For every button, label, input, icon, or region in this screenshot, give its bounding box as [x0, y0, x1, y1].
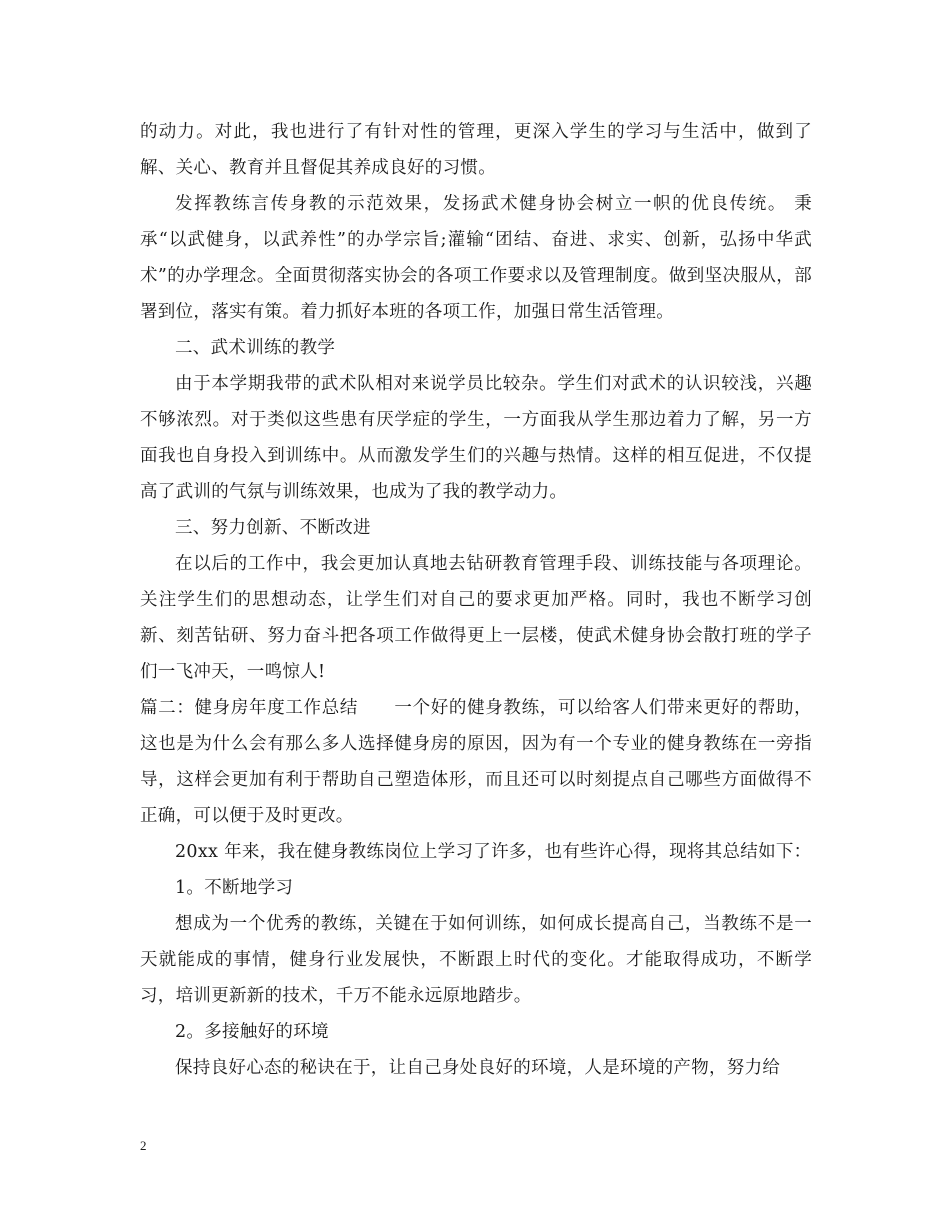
paragraph-5: 20xx 年来，我在健身教练岗位上学习了许多，也有些许心得，现将其总结如下：: [175, 842, 812, 862]
paragraph-3: 由于本学期我带的武术队相对来说学员比较杂。学生们对武术的认识较浅，兴趣不够浓烈。对于类似这些患有厌学症的学生，一方面我从学生那边着力了解，另一方面我也自身投入到训练中。从而激发学生们的兴趣与热情。这样的相互促进，不仅提高了武训的气氛与训练效果，也成为了我的教学动力。: [140, 374, 812, 502]
section-heading-2: 二、武术训练的教学: [175, 338, 336, 358]
paragraph-6: 想成为一个优秀的教练，关键在于如何训练，如何成长提高自己，当教练不是一天就能成的事情，健身行业发展快，不断跟上时代的变化。才能取得成功，不断学习，培训更新新的技术，千万不能永远原地踏步。: [140, 914, 812, 1006]
subheading-2: 2。多接触好的环境: [175, 1022, 329, 1042]
section-heading-3: 三、努力创新、不断改进: [175, 518, 371, 538]
page-number: 2: [140, 1138, 147, 1153]
paragraph-2: 发挥教练言传身教的示范效果，发扬武术健身协会树立一帜的优良传统。 秉承“以武健身，以武养性”的办学宗旨;灌输“团结、奋进、求实、创新，弘扬中华武术”的办学理念。全面贯彻落实协会的各项工作要求以及管理制度。做到坚决服从，部署到位，落实有策。着力抓好本班的各项工作，加强日常生活管理。: [140, 194, 812, 322]
paragraph-1: 的动力。对此，我也进行了有针对性的管理，更深入学生的学习与生活中，做到了解、关心、教育并且督促其养成良好的习惯。: [140, 122, 812, 178]
paragraph-article-2: 篇二：健身房年度工作总结 一个好的健身教练，可以给客人们带来更好的帮助，这也是为什么会有那么多人选择健身房的原因，因为有一个专业的健身教练在一旁指导，这样会更加有利于帮助自己塑造体形，而且还可以时刻提点自己哪些方面做得不正确，可以便于及时更改。: [140, 698, 812, 826]
document-body: [140, 114, 812, 1086]
paragraph-4: 在以后的工作中，我会更加认真地去钻研教育管理手段、训练技能与各项理论。关注学生们的思想动态，让学生们对自己的要求更加严格。同时，我也不断学习创新、刻苦钻研、努力奋斗把各项工作做得更上一层楼，使武术健身协会散打班的学子们一飞冲天，一鸣惊人!: [140, 554, 812, 682]
paragraph-7: 保持良好心态的秘诀在于，让自己身处良好的环境，人是环境的产物，努力给: [175, 1058, 781, 1078]
subheading-1: 1。不断地学习: [175, 878, 294, 898]
